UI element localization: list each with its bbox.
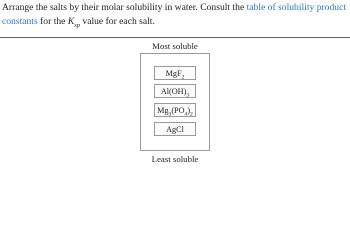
most-soluble-label: Most soluble	[152, 41, 198, 51]
prompt-text-middle: for the	[37, 16, 68, 27]
least-soluble-label: Least soluble	[151, 154, 199, 164]
prompt-text-end: value for each salt.	[80, 16, 155, 27]
question-divider	[0, 37, 350, 38]
ranking-drop-zone[interactable]	[140, 53, 210, 151]
salt-tile-aloh3[interactable]: $Al(OH)_3$	[154, 84, 196, 98]
salt-tile-agcl[interactable]: AgCl	[154, 122, 196, 136]
salt-tile-mg3po42[interactable]: $Mg_3(PO_4)_2$	[154, 103, 196, 117]
ksp-symbol: $K_{sp}$	[67, 16, 81, 29]
prompt-text-start: Arrange the salts by their molar solubility in water. Consult the	[2, 2, 247, 13]
ksp-table-link[interactable]: table of solubility product constants	[2, 2, 346, 27]
question-prompt	[2, 1, 346, 29]
salt-tile-mgf2[interactable]: MgF$_2$	[154, 66, 196, 80]
